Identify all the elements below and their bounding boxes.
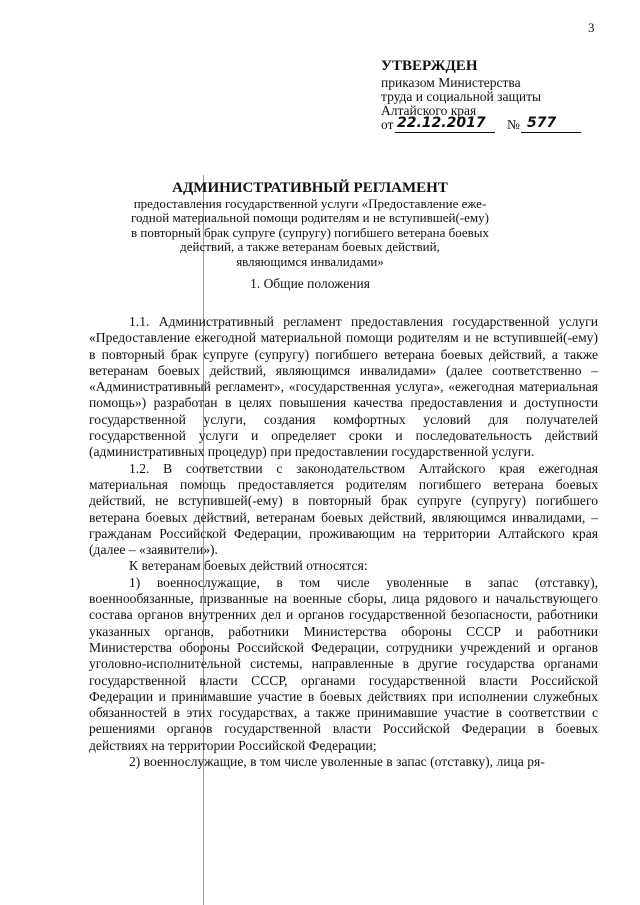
- handwritten-number: 577: [527, 115, 557, 131]
- document-body: [89, 314, 598, 770]
- document-subtitle: [110, 197, 510, 269]
- paragraph-1-2: 1.2. В соответствии с законодательством Алтайского края ежегодная материальная помощь предоставляется родителям погибшего ветерана боевых действий, не вступившей(-ему) в повторный брак супруге (супругу) погибшего ветерана боевых действий, ветеранам боевых действий, являющимся инвалидами, – гражданам Российской Федерации, проживающим на территории Алтайского края (далее – «заявители»).: [89, 460, 598, 558]
- subtitle-line: годной материальной помощи родителям и не вступившей(-ему): [131, 210, 489, 226]
- paragraph-1-1: 1.1. Административный регламент предоставления государственной услуги «Предоставление ежегодной материальной помощи родителям и не вступившей(-ему) в повторный брак супруге (супругу) погибшего ветерана боевых действий, а также ветеранам боевых действий, являющимся инвалидами» (далее соответственно – «Административный регламент», «государственная услуга», «ежегодная материальная помощь») разработан в целях повышения качества предоставления и доступности государственной услуги, создания комфортных условий для получателей государственной услуги и определяет сроки и последовательность действий (административных процедур) при предоставлении государственной услуги.: [89, 314, 598, 460]
- document-title: АДМИНИСТРАТИВНЫЙ РЕГЛАМЕНТ: [172, 180, 448, 196]
- section-heading: 1. Общие положения: [250, 276, 370, 291]
- approval-line-1: приказом Министерства: [381, 75, 521, 90]
- handwritten-date: 22.12.2017: [397, 115, 486, 131]
- paragraph-veterans-intro: К ветеранам боевых действий относятся:: [129, 558, 368, 574]
- approval-stamp: [381, 58, 611, 134]
- subtitle-line: предоставления государственной услуги «Предоставление еже-: [133, 196, 487, 211]
- number-underline: [521, 132, 581, 133]
- approval-line-2: труда и социальной защиты: [381, 89, 542, 104]
- document-title-block: [110, 179, 510, 269]
- page-number: 3: [588, 20, 595, 35]
- subtitle-line: в повторный брак супруге (супругу) погибшего ветерана боевых: [130, 224, 490, 240]
- approval-line-3: Алтайского края: [381, 103, 477, 118]
- date-underline: [395, 132, 495, 133]
- approval-heading: УТВЕРЖДЕН: [381, 58, 478, 74]
- paragraph-item-1: 1) военнослужащие, в том числе уволенные в запас (отставку), военнообязанные, призванные на военные сборы, лица рядового и начальствующего состава органов внутренних дел и органов государственной безопасности, работники указанных органов, работники Министерства обороны СССР и работники Министерства обороны Российской Федерации, сотрудники учреждений и органов уголовно-исполнительной системы, направленные в другие государства органами государственной власти СССР, органами государственной власти Российской Федерации и принимавшие участие в боевых действиях при исполнении служебных обязанностей в этих государствах, а также принимавшие участие в соответствии с решениями органов государственной власти Российской Федерации в боевых действиях на территории Российской Федерации;: [89, 574, 598, 753]
- subtitle-line: являющимся инвалидами»: [236, 253, 384, 269]
- paragraph-item-2: 2) военнослужащие, в том числе уволенные в запас (отставку), лица ря-: [129, 754, 545, 770]
- subtitle-line: действий, а также ветеранам боевых действий,: [180, 239, 440, 255]
- number-prefix: №: [507, 117, 520, 132]
- date-prefix: от: [381, 117, 394, 132]
- approval-date-number: [381, 115, 611, 134]
